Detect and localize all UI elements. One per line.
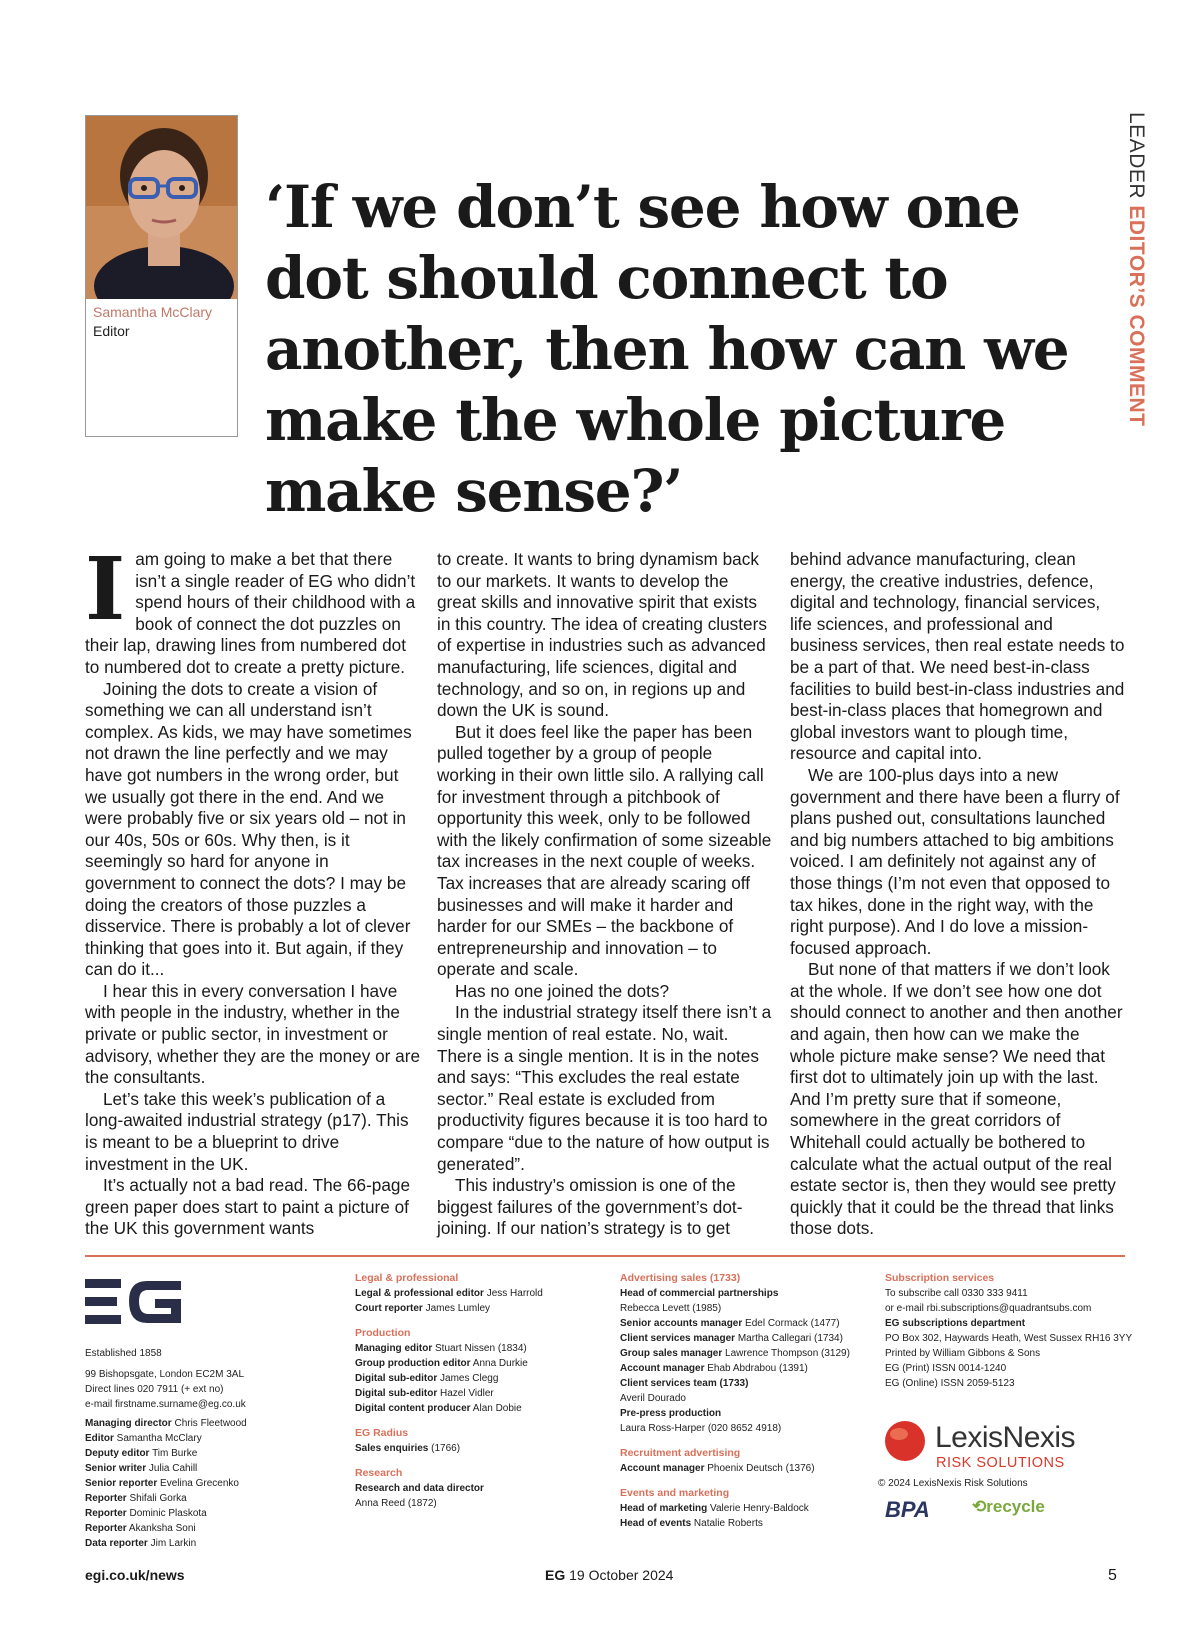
staff-entry: Digital sub-editor James Clegg [355,1373,499,1384]
staff-list [355,1441,605,1456]
staff-list [85,1416,335,1551]
staff-entry: Head of commercial partnerships Rebecca Levett (1985) [620,1288,779,1314]
section-title-radius: EG Radius [355,1427,409,1439]
staff-entry: Deputy editor Tim Burke [85,1448,198,1459]
staff-entry: Editor Samantha McClary [85,1433,202,1444]
staff-entry: Reporter Akanksha Soni [85,1523,196,1534]
staff-list [355,1286,605,1316]
divider-rule [85,1255,1125,1257]
staff-entry: Data reporter Jim Larkin [85,1538,197,1549]
body-paragraph: behind advance manufacturing, clean energy, the creative industries, defence, digital and technology, financial services, life sciences, and professional and business services, then real estate needs to be a part of that. We need best-in-class facilities to build best-in-class industries and best-in-class places that homegrown and global investors want to plough time, resource and capital into. [790,549,1125,764]
section-title-adsales: Advertising sales (1733) [620,1272,741,1284]
established-text: Established 1858 [85,1348,162,1359]
lexisnexis-name: LexisNexis [935,1421,1076,1454]
section-label-leader: LEADER [1125,112,1148,200]
staff-entry: Head of events Natalie Roberts [620,1518,763,1529]
body-column-3 [790,549,1125,1240]
staff-entry: Client services manager Martha Callegari (1734) [620,1333,843,1344]
masthead-column-4 [885,1271,1145,1391]
section-title-subscriptions: Subscription services [885,1272,995,1284]
body-paragraph: Iam going to make a bet that there isn’t a single reader of EG who didn’t spend hours of their childhood with a book of connect the dot puzzles on their lap, drawing lines from numbered dot to numbered dot to create a pretty picture. [85,539,416,677]
page-number: 5 [1108,1567,1117,1584]
subs-line: Printed by William Gibbons & Sons [885,1348,1041,1359]
section-label-editors-comment: EDITOR’S COMMENT [1125,205,1148,427]
staff-list [620,1461,870,1476]
body-paragraph: I hear this in every conversation I have with people in the industry, whether in the private or public sector, in investment or advisory, whether they are the money or are the consultants. [85,980,421,1088]
staff-entry: Legal & professional editor Jess Harrold [355,1288,543,1299]
staff-entry: Digital sub-editor Hazel Vidler [355,1388,494,1399]
body-column-1 [85,539,421,1240]
headline: ‘If we don’t see how one dot should connect to another, then how can we make the whole picture make sense?’ [265,173,1069,525]
staff-entry: Account manager Ehab Abdrabou (1391) [620,1363,808,1374]
staff-entry: Reporter Dominic Plaskota [85,1508,207,1519]
author-role: Editor [93,323,130,339]
lexisnexis-sphere-icon [883,1419,927,1463]
author-box [85,115,238,437]
author-photo [86,116,237,299]
dropcap: I [85,539,126,640]
body-paragraph: In the industrial strategy itself there isn’t a single mention of real estate. No, wait. There is a single mention. It is in the notes and says: “This excludes the real estate sector.” Real estate is excluded from productivity figures because it is too hard to compare “due to the nature of how output is generated”. [437,1002,772,1174]
bpa-logo: BPA [885,1497,930,1522]
staff-entry: Managing director Chris Fleetwood [85,1418,247,1429]
recycle-logo: ⟲recycle [972,1497,1045,1516]
staff-list [355,1341,605,1416]
staff-list [620,1286,870,1436]
body-paragraph: This industry’s omission is one of the biggest failures of the government’s dot-joining. If our nation’s strategy is to get [437,1175,743,1239]
eg-logo [85,1271,187,1331]
staff-entry: Sales enquiries (1766) [355,1443,461,1454]
lexisnexis-sub: RISK SOLUTIONS [936,1455,1065,1471]
section-title-production: Production [355,1327,411,1339]
section-title-recruitment: Recruitment advertising [620,1447,741,1459]
staff-entry: Senior accounts manager Edel Cormack (1477) [620,1318,840,1329]
section-label [1125,112,1149,427]
staff-entry: Group production editor Anna Durkie [355,1358,528,1369]
staff-entry: Pre-press production Laura Ross-Harper (020 8652 4918) [620,1408,782,1434]
section-title-legal: Legal & professional [355,1272,459,1284]
staff-list [355,1481,605,1511]
staff-entry: Reporter Shifali Gorka [85,1493,187,1504]
copyright: © 2024 LexisNexis Risk Solutions [878,1478,1028,1489]
body-paragraph: We are 100-plus days into a new government and there have been a flurry of plans pushed out, consultations launched and big numbers attached to big ambitions voiced. I am definitely not against any of those things (I’m not even that opposed to tax hikes, done in the right way, with the right purpose). And I do love a mission-focused approach. [790,764,1120,958]
section-title-events: Events and marketing [620,1487,730,1499]
staff-entry: Senior reporter Evelina Grecenko [85,1478,239,1489]
subs-line: EG (Print) ISSN 0014-1240 [885,1363,1007,1374]
staff-list [620,1501,870,1531]
subs-line: or e-mail rbi.subscriptions@quadrantsubs.com [885,1303,1092,1314]
body-paragraph: But none of that matters if we don’t look at the whole. If we don’t see how one dot should connect to another and then another and again, then how can we make the whole picture make sense? We need that first dot to ultimately join up with the last. And I’m pretty sure that if someone, somewhere in the great corridors of Whitehall could actually be bothered to calculate what the actual output of the real estate sector is, then they would see pretty quickly that it could be the thread that links those dots. [790,959,1123,1239]
lexisnexis-logo [883,1417,1083,1471]
author-name: Samantha McClary [93,304,213,320]
staff-entry: Digital content producer Alan Dobie [355,1403,522,1414]
staff-entry: Group sales manager Lawrence Thompson (3129) [620,1348,850,1359]
staff-entry: Client services team (1733) Averil Dourado [620,1378,749,1404]
staff-entry: Court reporter James Lumley [355,1303,491,1314]
section-title-research: Research [355,1467,403,1479]
masthead-column-3 [620,1271,870,1531]
masthead-column-1 [85,1271,335,1551]
staff-entry: Managing editor Stuart Nissen (1834) [355,1343,527,1354]
staff-entry: Head of marketing Valerie Henry-Baldock [620,1503,809,1514]
staff-entry: Senior writer Julia Cahill [85,1463,198,1474]
footer-date: EG 19 October 2024 [545,1567,674,1583]
body-paragraph: But it does feel like the paper has been pulled together by a group of people working in their own little silo. A rallying call for investment through a pitchbook of opportunity this week, only to be followed with the likely confirmation of some sizeable tax increases in the next couple of weeks. Tax increases that are already scaring off businesses and will make it harder and harder for our SMEs – the backbone of entrepreneurship and innovation – to operate and scale. [437,721,772,980]
body-paragraph: Let’s take this week’s publication of a long-awaited industrial strategy (p17). This is meant to be a blueprint to drive investment in the UK. [85,1088,409,1174]
body-paragraph: Has no one joined the dots? [455,980,670,1001]
body-column-2 [437,549,772,1240]
subs-line: PO Box 302, Haywards Heath, West Sussex RH16 3YY [885,1333,1133,1344]
masthead-column-2 [355,1271,605,1511]
body-paragraph: to create. It wants to bring dynamism back to our markets. It wants to develop the great skills and innovative spirit that exists in this country. The idea of creating clusters of expertise in industries such as advanced manufacturing, life sciences, digital and technology, and so on, in regions up and down the UK is sound. [437,549,767,721]
footer-url[interactable]: egi.co.uk/news [85,1567,185,1583]
staff-entry: Research and data director Anna Reed (1872) [355,1483,484,1509]
subs-line: To subscribe call 0330 333 9411 [885,1288,1028,1299]
subs-line: EG (Online) ISSN 2059-5123 [885,1378,1015,1389]
body-paragraph: It’s actually not a bad read. The 66-page green paper does start to paint a picture of the UK this government wants [85,1175,411,1239]
address-block: 99 Bishopsgate, London EC2M 3AL Direct lines 020 7911 (+ ext no) e-mail firstname.surname@eg.co.uk [85,1369,246,1410]
body-paragraph: Joining the dots to create a vision of something we can all understand isn’t complex. As kids, we may have sometimes not drawn the line perfectly and we may have got numbers in the wrong order, but we usually got there in the end. And we were probably five or six years old – not in our 40s, 50s or 60s. Why then, is it seemingly so hard for anyone in government to connect the dots? I may be doing the creators of those puzzles a disservice. There is probably a lot of clever thinking that goes into it. But again, if they can do it... [85,678,412,980]
staff-entry: Account manager Phoenix Deutsch (1376) [620,1463,815,1474]
subs-dept: EG subscriptions department [885,1318,1026,1329]
